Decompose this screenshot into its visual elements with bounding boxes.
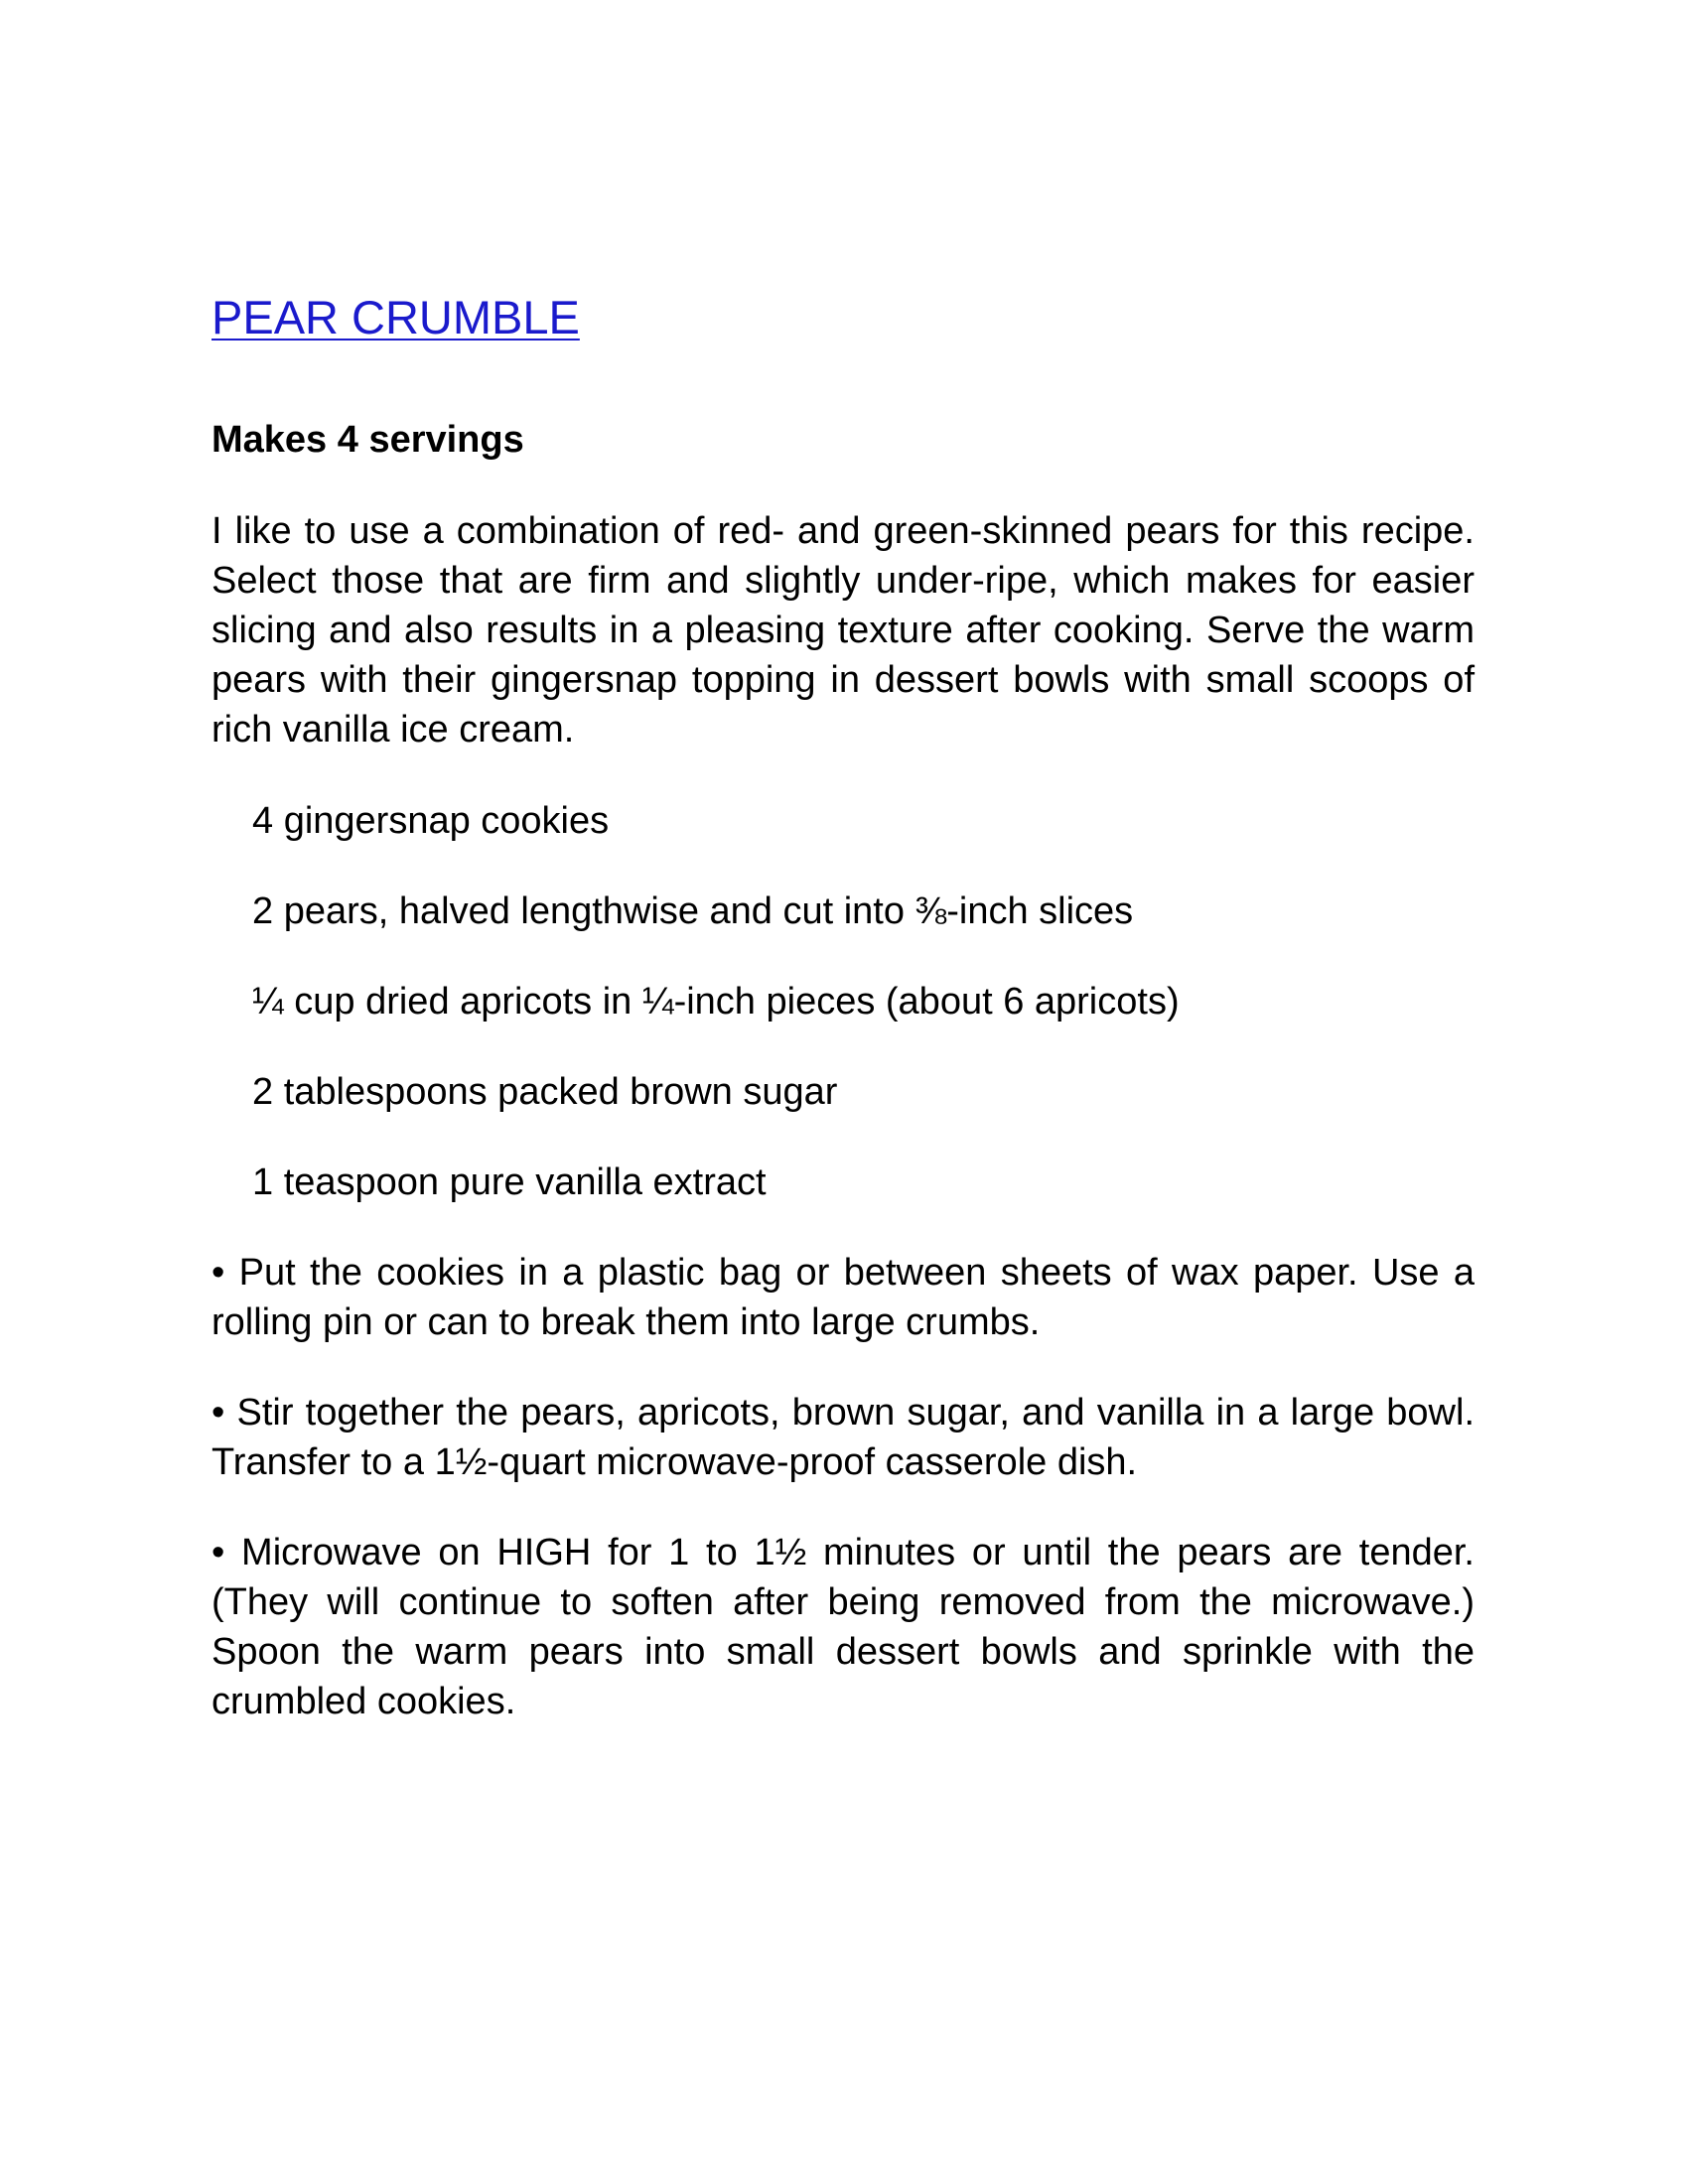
- ingredient-item: 2 pears, halved lengthwise and cut into ⅜-inch slices: [252, 890, 1134, 932]
- ingredient-item: 1 teaspoon pure vanilla extract: [252, 1161, 767, 1203]
- servings-heading: Makes 4 servings: [211, 419, 524, 461]
- ingredient-item: ¼ cup dried apricots in ¼-inch pieces (about 6 apricots): [252, 981, 1180, 1023]
- instruction-step: • Stir together the pears, apricots, brown sugar, and vanilla in a large bowl. Transfer to a 1½-quart microwave-proof casserole dish.: [211, 1392, 1475, 1483]
- intro-paragraph: I like to use a combination of red- and green-skinned pears for this recipe. Select those that are firm and slightly under-ripe, which makes for easier slicing and also results in a pleasing texture after cooking. Serve the warm pears with their gingersnap topping in dessert bowls with small scoops of rich vanilla ice cream.: [211, 510, 1475, 751]
- instruction-step: • Microwave on HIGH for 1 to 1½ minutes or until the pears are tender. (They will continue to soften after being removed from the microwave.) Spoon the warm pears into small dessert bowls and sprinkle with the crumbled cookies.: [211, 1532, 1475, 1722]
- ingredient-list: [211, 796, 1475, 1207]
- ingredient-item: 4 gingersnap cookies: [252, 800, 610, 842]
- recipe-document: [211, 288, 1475, 1726]
- instruction-step: • Put the cookies in a plastic bag or between sheets of wax paper. Use a rolling pin or can to break them into large crumbs.: [211, 1252, 1475, 1343]
- ingredient-item: 2 tablespoons packed brown sugar: [252, 1071, 838, 1113]
- recipe-title-link[interactable]: PEAR CRUMBLE: [211, 291, 580, 343]
